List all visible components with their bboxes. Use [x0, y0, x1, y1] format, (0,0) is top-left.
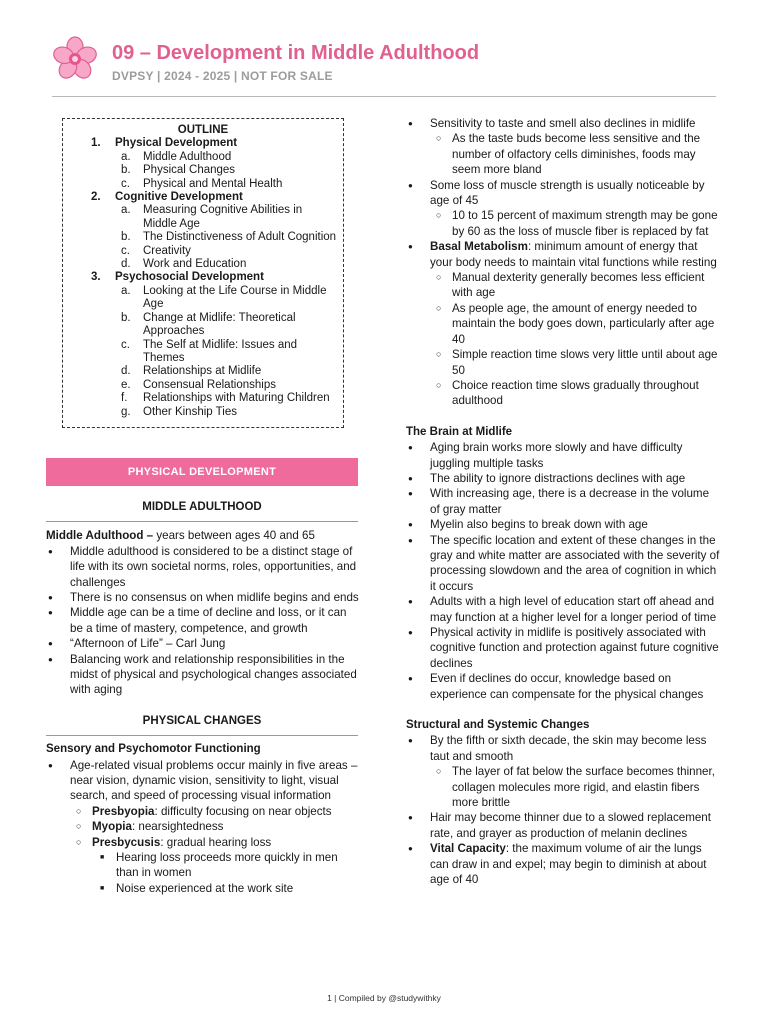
term: Myopia [92, 820, 132, 834]
list-item: ○ Manual dexterity generally becomes less efficient with age [406, 270, 720, 301]
outline-item-letter: f. [121, 392, 128, 405]
outline-item-label: Relationships with Maturing Children [143, 392, 330, 405]
outline-item-letter: b. [121, 311, 131, 324]
list-item: ● Hair may become thinner due to a slowed replacement rate, and grayer as production of melanin declines [406, 810, 720, 841]
list-item: ● With increasing age, there is a decrease in the volume of gray matter [406, 486, 720, 517]
list-item: ● The specific location and extent of these changes in the gray and white matter are associated with the severity of processing slowdown and the area of cognition in which it occurs [406, 533, 720, 595]
brain-heading: The Brain at Midlife [406, 425, 513, 438]
outline-item-letter: a. [121, 150, 131, 163]
outline-section-number: 1. [91, 137, 101, 150]
outline-item-letter: c. [121, 244, 130, 257]
middle-adulthood-heading: MIDDLE ADULTHOOD [142, 500, 262, 513]
definition-line [46, 528, 360, 543]
outline-item-label: The Distinctiveness of Adult Cognition [143, 231, 337, 244]
sensory-continued-list [406, 116, 720, 409]
section-rule [46, 735, 358, 736]
list-item [46, 819, 360, 834]
list-item: ● Aging brain works more slowly and have difficulty juggling multiple tasks [406, 440, 720, 471]
list-item: ● Middle adulthood is considered to be a distinct stage of life with its own societal norms, roles, opportunities, and challenges [46, 544, 360, 590]
outline-item [63, 245, 343, 258]
outline-item-letter: c. [121, 177, 130, 190]
list-item: ○ As the taste buds become less sensitive and the number of olfactory cells diminishes, foods may seem more bland [406, 131, 720, 177]
list-item: ● Myelin also begins to break down with age [406, 517, 720, 532]
outline-item-label: Work and Education [143, 258, 247, 271]
physical-changes-heading: PHYSICAL CHANGES [142, 714, 262, 727]
term-definition: : gradual hearing loss [160, 835, 272, 849]
outline-item [63, 285, 343, 312]
outline-section-number: 2. [91, 191, 101, 204]
outline-item [63, 406, 343, 419]
outline-item-letter: c. [121, 338, 130, 351]
left-column [46, 118, 360, 896]
sensory-list [46, 758, 360, 897]
outline-item [63, 365, 343, 378]
section-rule [46, 521, 358, 522]
header-divider [52, 96, 716, 97]
outline-item [63, 379, 343, 392]
list-item: ● Age-related visual problems occur mainly in five areas – near vision, dynamic vision, sensitivity to light, visual search, and speed of processing visual information [46, 758, 360, 804]
outline-item-label: Physical Changes [143, 164, 236, 177]
term: Presbyopia [92, 804, 155, 818]
term-definition: : difficulty focusing on near objects [154, 804, 332, 818]
outline-body [63, 137, 343, 419]
outline-item-label: The Self at Midlife: Issues and Themes [143, 338, 298, 364]
list-item: ● Even if declines do occur, knowledge based on experience can compensate for the physical changes [406, 671, 720, 702]
outline-item-label: Other Kinship Ties [143, 405, 237, 418]
outline-item [63, 204, 343, 231]
list-item: ■ Noise experienced at the work site [46, 881, 360, 896]
outline-item [63, 339, 343, 366]
outline-item-label: Looking at the Life Course in Middle Age [143, 284, 327, 311]
list-item: ● Middle age can be a time of decline and loss, or it can be a time of mastery, competence, and growth [46, 605, 360, 636]
outline-item-letter: b. [121, 164, 131, 177]
outline-item-letter: d. [121, 365, 131, 378]
outline-item [63, 151, 343, 164]
term-definition: : minimum amount of energy that your body needs to maintain vital functions while resting [430, 240, 717, 269]
list-item: ● The ability to ignore distractions declines with age [406, 471, 720, 486]
outline-item-label: Change at Midlife: Theoretical Approaches [143, 311, 296, 338]
page-title: 09 – Development in Middle Adulthood [112, 42, 480, 64]
outline-item-label: Consensual Relationships [143, 378, 276, 391]
page-footer: 1 | Compiled by @studywithky [327, 993, 441, 1003]
outline-item-label: Measuring Cognitive Abilities in Middle Age [143, 204, 303, 230]
outline-section-label: Psychosocial Development [115, 271, 264, 284]
outline-item-label: Relationships at Midlife [143, 365, 262, 378]
outline-section [63, 137, 343, 150]
list-item: ○ 10 to 15 percent of maximum strength may be gone by 60 as the loss of muscle fiber is replaced by fat [406, 208, 720, 239]
outline-section [63, 191, 343, 204]
list-item: ■ Hearing loss proceeds more quickly in men than in women [46, 850, 360, 881]
right-column [406, 116, 720, 888]
outline-box [62, 118, 344, 428]
middle-adulthood-list [46, 544, 360, 698]
outline-item-label: Creativity [143, 244, 191, 257]
outline-section-label: Cognitive Development [115, 191, 243, 204]
list-item: ● Adults with a high level of education start off ahead and may function at a higher level for a longer period of time [406, 594, 720, 625]
outline-item [63, 392, 343, 405]
pink-flower-icon [52, 36, 98, 82]
outline-title: OUTLINE [177, 124, 229, 136]
list-item [46, 835, 360, 850]
definition-term: Middle Adulthood – [46, 529, 154, 543]
list-item: ● Physical activity in midlife is positively associated with cognitive function and protection against future cognitive declines [406, 625, 720, 671]
outline-item [63, 178, 343, 191]
outline-item-label: Physical and Mental Health [143, 177, 283, 190]
outline-item-letter: b. [121, 231, 131, 244]
term-definition: : the maximum volume of air the lungs can draw in and expel; may begin to diminish at about age of 40 [430, 842, 707, 887]
list-item [406, 239, 720, 270]
page-subtitle: DVPSY | 2024 - 2025 | NOT FOR SALE [112, 69, 333, 83]
list-item: ● By the fifth or sixth decade, the skin may become less taut and smooth [406, 733, 720, 764]
outline-item-letter: d. [121, 258, 131, 271]
outline-item-letter: a. [121, 204, 131, 217]
outline-item [63, 231, 343, 244]
list-item: ● Some loss of muscle strength is usually noticeable by age of 45 [406, 178, 720, 209]
outline-item [63, 164, 343, 177]
list-item: ○ The layer of fat below the surface becomes thinner, collagen molecules more rigid, and elastin fibers more brittle [406, 764, 720, 810]
outline-item-letter: e. [121, 378, 131, 391]
brain-list [406, 440, 720, 702]
list-item: ● “Afternoon of Life” – Carl Jung [46, 636, 360, 651]
outline-item [63, 258, 343, 271]
list-item: ● Balancing work and relationship responsibilities in the midst of physical and psychological changes associated with aging [46, 652, 360, 698]
outline-item-letter: g. [121, 405, 131, 418]
outline-item-label: Middle Adulthood [143, 150, 232, 163]
definition-text: years between ages 40 and 65 [153, 529, 315, 543]
term: Presbycusis [92, 835, 161, 849]
section-banner: PHYSICAL DEVELOPMENT [46, 458, 358, 486]
term: Basal Metabolism [430, 240, 528, 254]
list-item: ○ Simple reaction time slows very little until about age 50 [406, 347, 720, 378]
term: Vital Capacity [430, 842, 506, 856]
term-definition: : nearsightedness [131, 820, 224, 834]
outline-section-number: 3. [91, 271, 101, 284]
list-item [406, 841, 720, 887]
list-item [46, 804, 360, 819]
outline-section [63, 271, 343, 284]
list-item: ○ Choice reaction time slows gradually throughout adulthood [406, 378, 720, 409]
list-item: ○ As people age, the amount of energy needed to maintain the body goes down, particularly after age 40 [406, 301, 720, 347]
outline-item-letter: a. [121, 284, 131, 297]
list-item: ● There is no consensus on when midlife begins and ends [46, 590, 360, 605]
sensory-heading: Sensory and Psychomotor Functioning [46, 743, 261, 756]
list-item: ● Sensitivity to taste and smell also declines in midlife [406, 116, 720, 131]
structural-list [406, 733, 720, 887]
structural-heading: Structural and Systemic Changes [406, 719, 590, 732]
outline-item [63, 312, 343, 339]
outline-section-label: Physical Development [115, 137, 238, 150]
